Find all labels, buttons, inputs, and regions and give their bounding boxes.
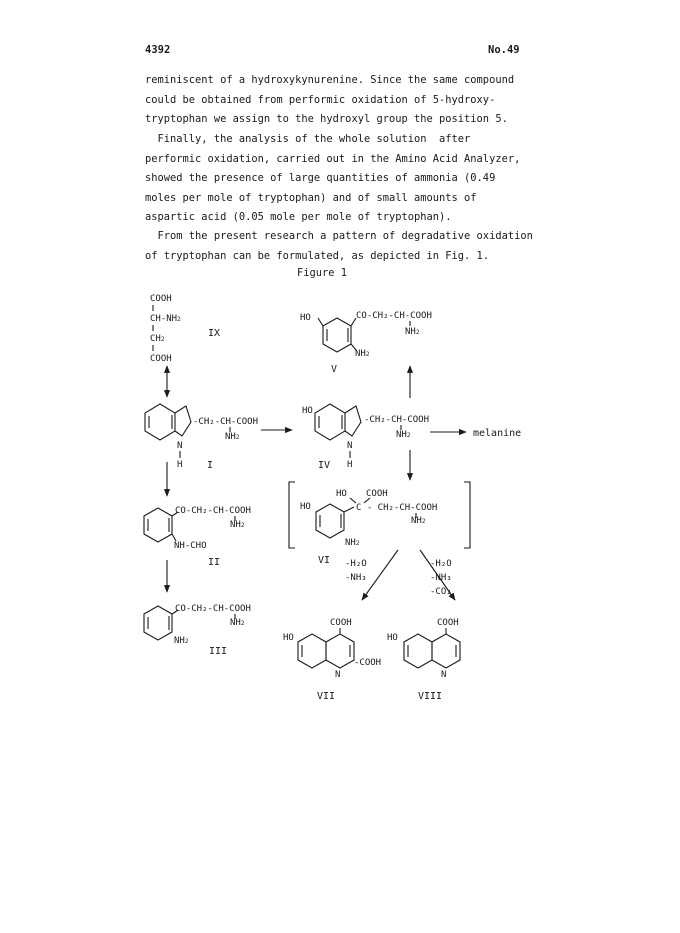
side-chain-co: CO-CH₂-CH-COOH <box>175 604 251 614</box>
atom-n: N <box>441 670 447 680</box>
text-line: From the present research a pattern of degradative oxidation <box>145 230 533 242</box>
text-line: aspartic acid (0.05 mole per mole of tryptophan). <box>145 211 452 224</box>
group-nh-cho: NH-CHO <box>174 541 207 551</box>
group-nh2: NH2 <box>230 618 245 628</box>
group-cooh: COOH <box>366 489 388 499</box>
reagent-minus-h2o: -H₂O <box>345 559 367 569</box>
compound-label-vii: VII <box>317 691 336 702</box>
group-ho: HO <box>300 313 311 323</box>
group-ho: HO <box>387 633 398 643</box>
group-cooh: -COOH <box>354 658 382 668</box>
side-chain-co: CO-CH₂-CH-COOH <box>175 506 251 516</box>
bracket-left <box>289 482 295 548</box>
group-cooh: COOH <box>437 618 459 628</box>
group-ho: HO <box>302 406 313 416</box>
side-chain-c: C - CH₂-CH-COOH <box>356 503 438 513</box>
bracket-right <box>464 482 470 548</box>
compound-i <box>145 404 258 471</box>
text-line: moles per mole of tryptophan) and of small amounts of <box>145 191 477 204</box>
group-cooh: COOH <box>150 354 172 364</box>
side-chain: -CH₂-CH-COOH <box>193 417 259 427</box>
compound-label-iv: IV <box>318 460 331 471</box>
group-nh2: NH2 <box>230 520 245 530</box>
compound-v <box>300 311 432 375</box>
group-cooh: COOH <box>330 618 352 628</box>
group-nh2: NH2 <box>396 430 411 440</box>
text-line: of tryptophan can be formulated, as depicted in Fig. 1. <box>145 249 490 262</box>
compound-label-ii: II <box>208 557 221 568</box>
reagent-minus-nh3: -NH₃ <box>345 573 367 583</box>
reagent-minus-nh3: -NH₃ <box>430 573 452 583</box>
figure-caption: Figure 1 <box>297 267 348 279</box>
compound-vi <box>289 482 470 566</box>
text-line: Finally, the analysis of the whole solution after <box>145 133 471 145</box>
atom-n: N <box>335 670 341 680</box>
compound-label-viii: VIII <box>418 691 443 702</box>
group-ho: HO <box>283 633 294 643</box>
compound-vii <box>283 618 381 702</box>
atom-h: H <box>177 460 183 470</box>
atom-n: N <box>177 441 183 451</box>
reagent-minus-co2: -CO₂ <box>430 587 452 597</box>
compound-ix <box>150 294 220 364</box>
group-nh2: NH2 <box>411 516 426 526</box>
side-chain: -CH₂-CH-COOH <box>364 415 430 425</box>
group-nh2: NH2 <box>355 349 370 359</box>
compound-iii <box>144 604 251 657</box>
compound-viii <box>387 618 460 702</box>
text-line: reminiscent of a hydroxykynurenine. Since the same compound <box>145 74 515 86</box>
group-nh2: NH2 <box>345 538 360 548</box>
group-nh2: NH2 <box>405 327 420 337</box>
group-ho: HO <box>300 502 311 512</box>
group-ch2: CH2 <box>150 334 165 344</box>
group-nh2: NH2 <box>225 432 240 442</box>
group-cooh: COOH <box>150 294 172 304</box>
compound-ii <box>144 506 251 568</box>
side-chain-co: CO-CH₂-CH-COOH <box>356 311 432 321</box>
text-line: showed the presence of large quantities of ammonia (0.49 <box>145 172 496 185</box>
text-line: could be obtained from performic oxidation of 5-hydroxy- <box>145 93 496 106</box>
text-line: performic oxidation, carried out in the Amino Acid Analyzer, <box>145 152 521 165</box>
issue-number: No.49 <box>488 44 520 56</box>
text-line: tryptophan we assign to the hydroxyl group the position 5. <box>145 113 508 126</box>
compound-label-iii: III <box>209 646 228 657</box>
compound-label-v: V <box>331 364 338 375</box>
reagent-minus-h2o: -H₂O <box>430 559 452 569</box>
product-melanine: melanine <box>473 428 522 439</box>
atom-h: H <box>347 460 353 470</box>
atom-n: N <box>347 441 353 451</box>
group-ch-nh2: CH-NH2 <box>150 314 181 324</box>
compound-label-i: I <box>207 460 214 471</box>
arrow-vi-to-vii <box>362 550 398 600</box>
page-number: 4392 <box>145 44 171 56</box>
group-nh2: NH2 <box>174 636 189 646</box>
compound-label-ix: IX <box>208 328 221 339</box>
compound-label-vi: VI <box>318 555 331 566</box>
group-ho: HO <box>336 489 347 499</box>
